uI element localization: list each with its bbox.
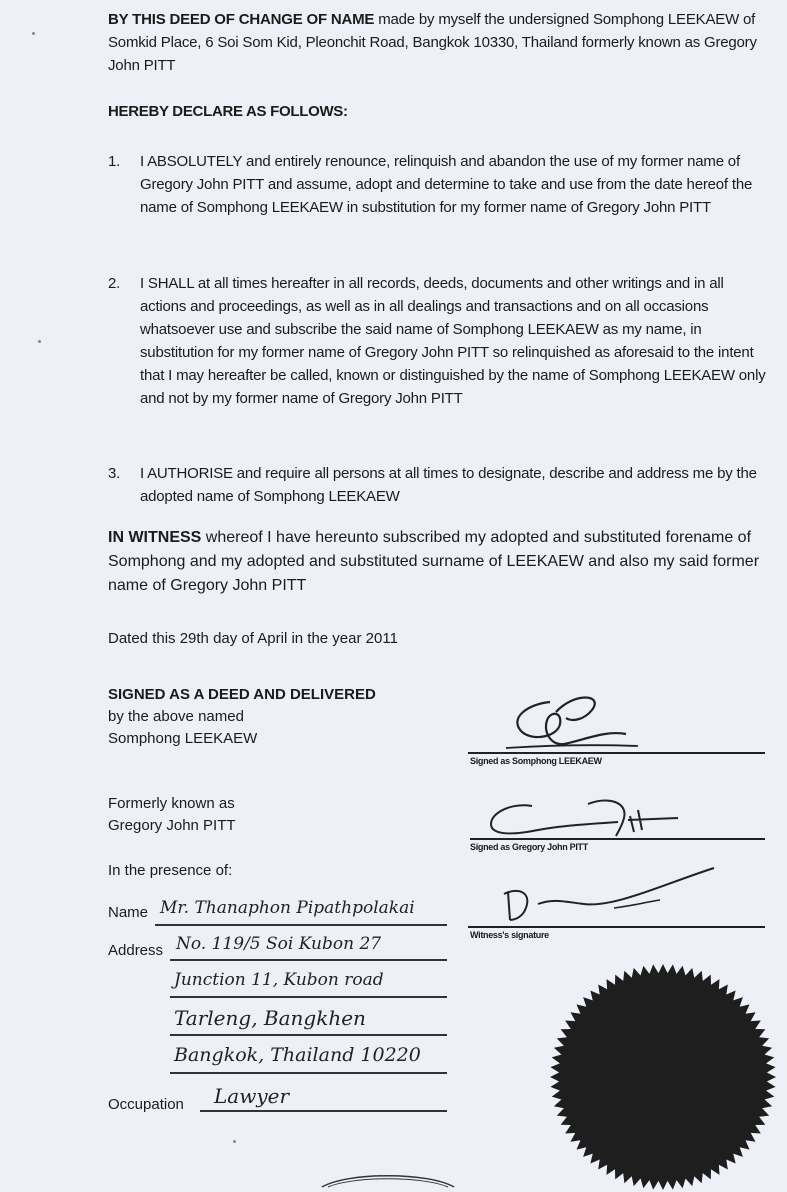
witness-paragraph (108, 526, 773, 598)
signed-heading: SIGNED AS A DEED AND DELIVERED (108, 686, 376, 703)
address-label: Address (108, 942, 164, 959)
address-line-4: Bangkok, Thailand 10220 (174, 1044, 421, 1066)
signature-caption: Witness's signature (470, 930, 549, 940)
scan-speck (32, 32, 35, 35)
presence-label: In the presence of: (108, 862, 233, 879)
clause-text: I SHALL at all times hereafter in all records, deeds, documents and other writings and in all actions and proceedings, as well as in all dealings and transactions and on all occasions whatsoever use and subscribe the said name of Somphong LEEKAEW as my name, in substitution for my former name of Gregory John PITT so relinquished as aforesaid to the intent that I may hereafter be called, known or distinguished by the name of Somphong LEEKAEW only and not by my former name of Gregory John PITT (140, 275, 766, 407)
signature-somphong (488, 688, 648, 756)
intro-text: made by myself the undersigned Somphong LEEKAEW of Somkid Place, 6 Soi Som Kid, Pleonchit Road, Bangkok 10330, Thailand formerly known as Gregory John PITT (108, 11, 757, 74)
witness-bold: IN WITNESS (108, 529, 202, 546)
intro-paragraph (108, 8, 773, 77)
address-line-2: Junction 11, Kubon road (174, 970, 384, 990)
signature-line (468, 926, 765, 928)
clause-number: 2. (108, 275, 121, 292)
occupation-value: Lawyer (214, 1084, 290, 1108)
clause-2 (108, 272, 773, 410)
clause-number: 3. (108, 465, 121, 482)
name-line (155, 924, 447, 926)
clause-1 (108, 150, 773, 219)
signed-line-2: Somphong LEEKAEW (108, 730, 258, 747)
clause-text: I ABSOLUTELY and entirely renounce, relinquish and abandon the use of my former name of Gregory John PITT and assume, adopt and determine to take and use from the date hereof the name of Somphong LEEKAEW in substitution for my former name of Gregory John PITT (140, 153, 753, 216)
signature-caption: Signed as Somphong LEEKAEW (470, 756, 602, 766)
address-rule (170, 1072, 447, 1074)
declare-heading: HEREBY DECLARE AS FOLLOWS: (108, 103, 348, 120)
address-line-1: No. 119/5 Soi Kubon 27 (176, 934, 382, 954)
occupation-label: Occupation (108, 1096, 184, 1113)
witness-text: whereof I have hereunto subscribed my adopted and substituted forename of Somphong and my adopted and substituted surname of LEEKAEW and also my said former name of Gregory John PITT (108, 529, 760, 594)
address-rule (170, 996, 447, 998)
address-line-3: Tarleng, Bangkhen (174, 1006, 366, 1030)
clause-number: 1. (108, 153, 121, 170)
scan-speck (233, 1140, 236, 1143)
address-rule (170, 959, 447, 961)
signature-witness (494, 864, 724, 926)
formerly-line-1: Formerly known as (108, 795, 235, 812)
signed-line-1: by the above named (108, 708, 244, 725)
scan-speck (38, 340, 41, 343)
signature-caption: Signed as Gregory John PITT (470, 842, 588, 852)
occupation-line (200, 1110, 447, 1112)
partial-stamp-arc (318, 1168, 458, 1188)
signature-pitt (478, 792, 688, 842)
signature-line (468, 752, 765, 754)
formerly-line-2: Gregory John PITT (108, 817, 236, 834)
clause-3 (108, 462, 773, 508)
signature-line (470, 838, 765, 840)
clause-text: I AUTHORISE and require all persons at all times to designate, describe and address me by the adopted name of Somphong LEEKAEW (140, 465, 757, 505)
notary-seal-icon (548, 962, 778, 1192)
name-value: Mr. Thanaphon Pipathpolakai (160, 898, 415, 918)
formerly-block (108, 793, 236, 837)
address-rule (170, 1034, 447, 1036)
dated-line: Dated this 29th day of April in the year 2011 (108, 630, 398, 647)
intro-bold: BY THIS DEED OF CHANGE OF NAME (108, 11, 375, 28)
signed-block (108, 684, 376, 750)
name-label: Name (108, 904, 149, 921)
